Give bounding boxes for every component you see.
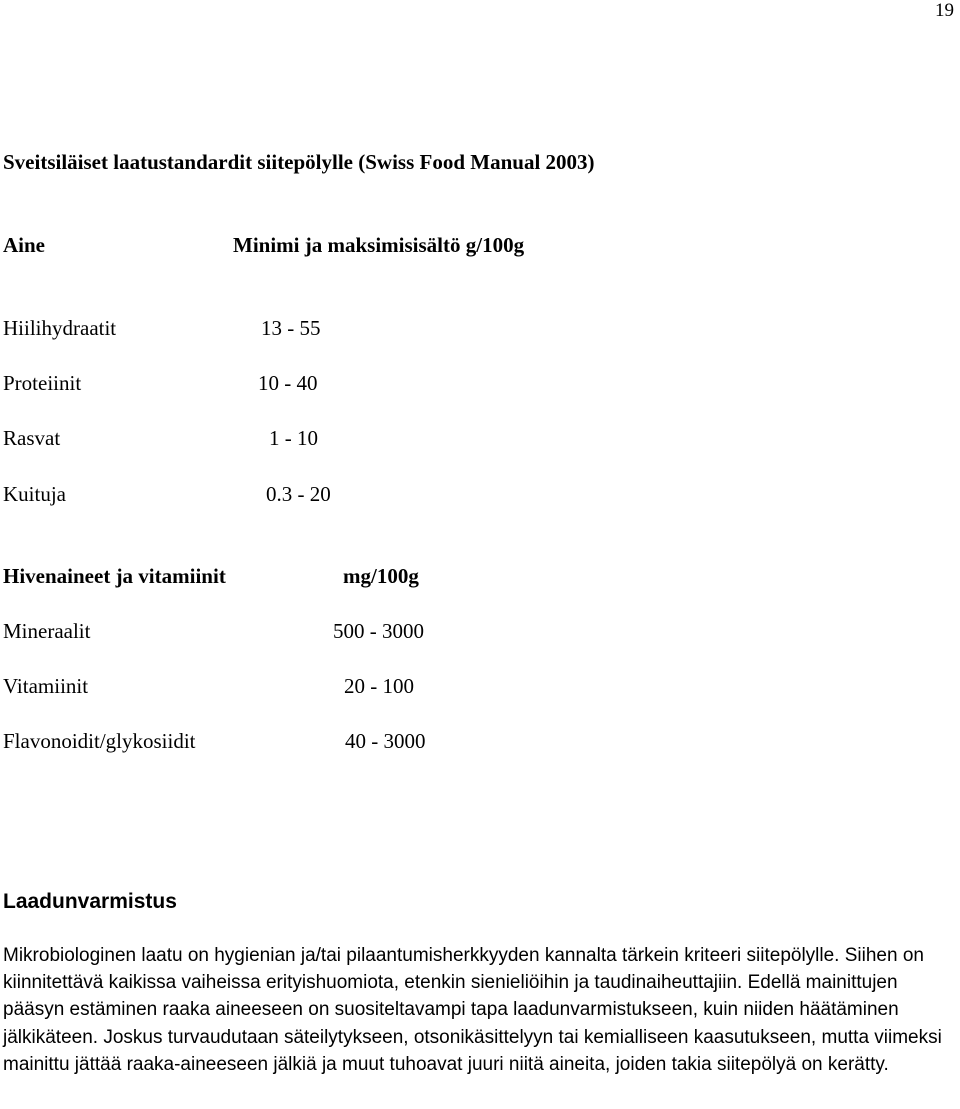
- nutrient-value: 1 - 10: [269, 426, 318, 450]
- micronutrients-row-vitamins: [3, 674, 703, 704]
- quality-paragraph: Mikrobiologinen laatu on hygienian ja/tai pilaantumisherkkyyden kannalta tärkein kriteeri siitepölylle. Siihen on kiinnitettävä kaikissa vaiheissa erityishuomiota, etenkin sienieliöihin ja taudinaiheuttajiin. Edellä mainittujen pääsyn estäminen raaka aineeseen on suositeltavampi tapa laadunvarmistukseen, kuin niiden häätäminen jälkikäteen. Joskus turvaudutaan säteilytykseen, otsonikäsittelyyn tai kemialliseen kaasutukseen, mutta viimeksi mainittu jättää raaka-aineeseen jälkiä ja muut tuhoavat juuri niitä aineita, joiden takia siitepölyä on kerätty.: [3, 945, 942, 1075]
- document-title: Sveitsiläiset laatustandardit siitepölylle (Swiss Food Manual 2003): [3, 150, 595, 174]
- micronutrient-value: 40 - 3000: [345, 729, 426, 753]
- nutrients-header-label: Aine: [3, 233, 45, 257]
- nutrient-value: 10 - 40: [258, 371, 318, 395]
- micronutrient-value: 20 - 100: [344, 674, 414, 698]
- nutrients-row-fats: [3, 426, 703, 456]
- nutrient-label: Rasvat: [3, 426, 61, 450]
- nutrient-value: 0.3 - 20: [266, 482, 331, 506]
- page-number: 19: [935, 0, 954, 21]
- nutrients-row-proteins: [3, 371, 703, 401]
- micronutrients-row-minerals: [3, 619, 703, 649]
- micronutrient-label: Mineraalit: [3, 619, 91, 643]
- micronutrients-row-flavonoids: [3, 729, 703, 759]
- nutrients-header-value: Minimi ja maksimisisältö g/100g: [233, 233, 525, 257]
- nutrients-row-fiber: [3, 482, 703, 512]
- nutrient-label: Kuituja: [3, 482, 66, 506]
- nutrient-label: Proteiinit: [3, 371, 82, 395]
- micronutrients-header-value: mg/100g: [343, 564, 419, 588]
- micronutrients-table-header: [3, 564, 703, 594]
- micronutrient-label: Vitamiinit: [3, 674, 89, 698]
- nutrient-label: Hiilihydraatit: [3, 316, 117, 340]
- nutrient-value: 13 - 55: [261, 316, 321, 340]
- micronutrient-label: Flavonoidit/glykosiidit: [3, 729, 196, 753]
- micronutrients-header-label: Hivenaineet ja vitamiinit: [3, 564, 226, 588]
- micronutrient-value: 500 - 3000: [333, 619, 424, 643]
- quality-heading: Laadunvarmistus: [3, 890, 177, 913]
- nutrients-row-carbohydrates: [3, 316, 703, 346]
- nutrients-table-header: [3, 233, 703, 263]
